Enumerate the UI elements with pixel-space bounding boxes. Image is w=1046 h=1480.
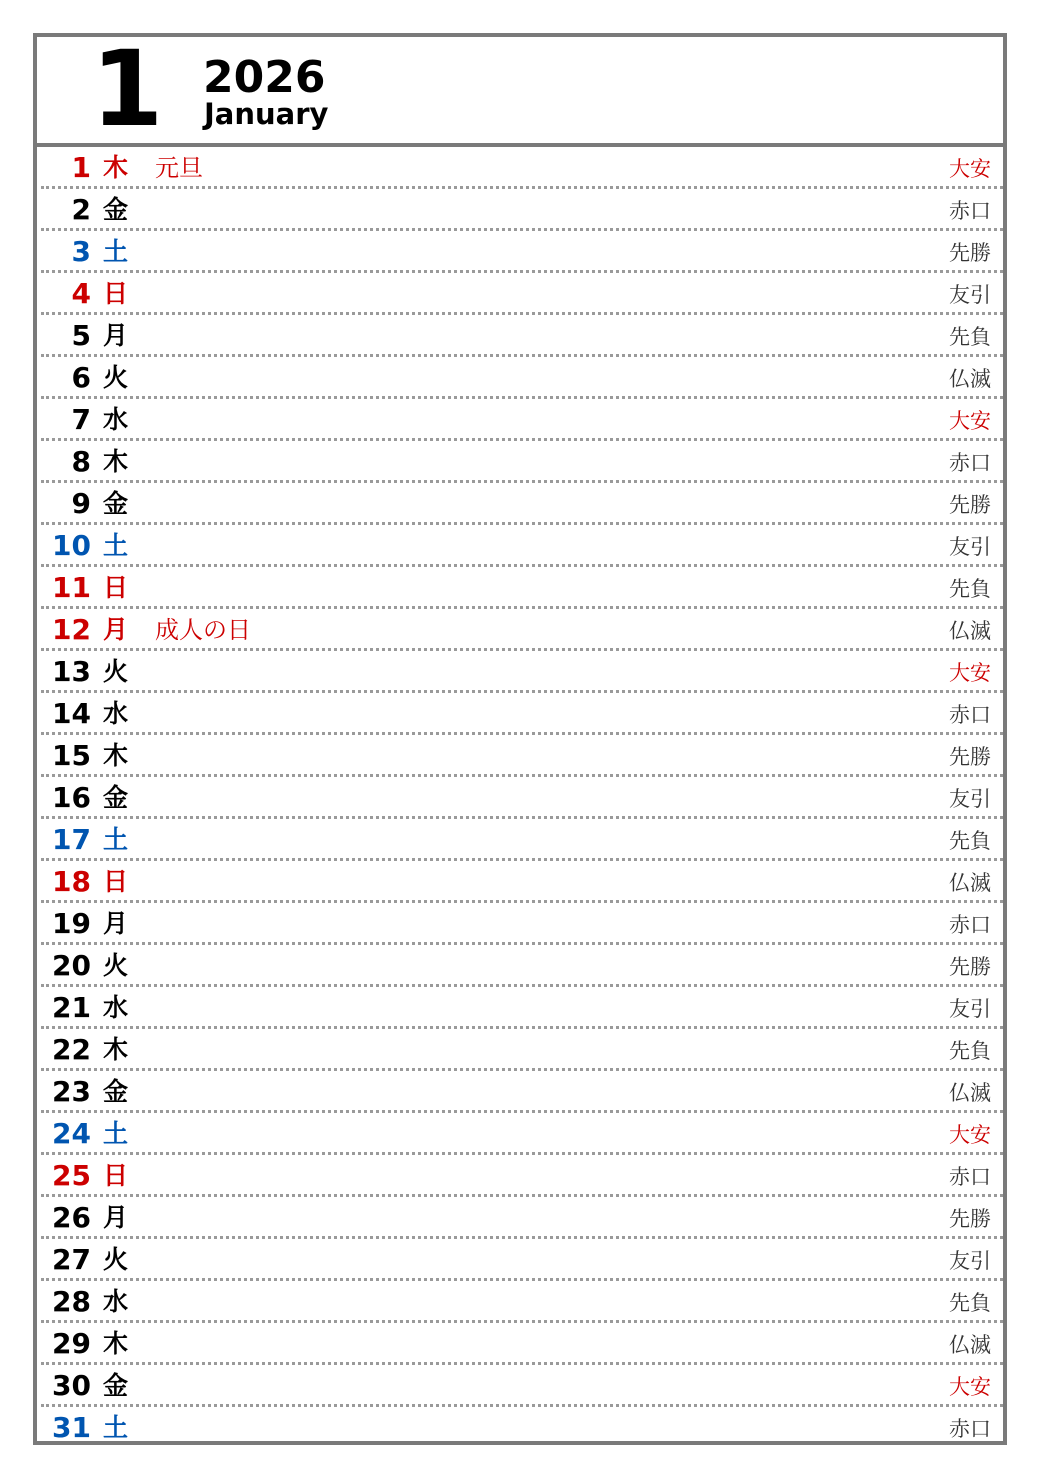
day-number: 12 bbox=[52, 613, 91, 646]
weekday-label: 日 bbox=[103, 573, 129, 602]
day-number: 24 bbox=[52, 1117, 91, 1150]
day-row bbox=[41, 189, 1003, 231]
day-number: 22 bbox=[52, 1033, 91, 1066]
weekday-label: 月 bbox=[103, 1203, 129, 1232]
day-row bbox=[41, 693, 1003, 735]
rokuyo-label: 先負 bbox=[949, 1039, 991, 1063]
weekday-label: 金 bbox=[103, 195, 129, 224]
weekday-label: 月 bbox=[103, 909, 129, 938]
weekday-label: 木 bbox=[103, 741, 129, 770]
rokuyo-label: 先勝 bbox=[949, 745, 991, 769]
rokuyo-label: 友引 bbox=[949, 997, 991, 1021]
day-number: 1 bbox=[71, 151, 91, 184]
day-row bbox=[41, 945, 1003, 987]
rokuyo-label: 仏滅 bbox=[949, 871, 991, 895]
rokuyo-label: 先勝 bbox=[949, 241, 991, 265]
year-label: 2026 bbox=[203, 52, 326, 103]
weekday-label: 木 bbox=[103, 1035, 129, 1064]
day-number: 4 bbox=[71, 277, 91, 310]
rokuyo-label: 大安 bbox=[949, 661, 991, 685]
rokuyo-label: 大安 bbox=[949, 409, 991, 433]
day-number: 2 bbox=[71, 193, 91, 226]
weekday-label: 水 bbox=[103, 699, 129, 728]
day-row bbox=[41, 525, 1003, 567]
day-row bbox=[41, 1071, 1003, 1113]
rokuyo-label: 先勝 bbox=[949, 493, 991, 517]
calendar-frame bbox=[33, 28, 1007, 1445]
rokuyo-label: 赤口 bbox=[949, 1165, 991, 1189]
day-row bbox=[41, 903, 1003, 945]
weekday-label: 月 bbox=[103, 321, 129, 350]
rokuyo-label: 赤口 bbox=[949, 199, 991, 223]
rokuyo-label: 友引 bbox=[949, 787, 991, 811]
weekday-label: 火 bbox=[103, 951, 129, 980]
weekday-label: 火 bbox=[103, 363, 129, 392]
weekday-label: 土 bbox=[103, 1413, 129, 1442]
weekday-label: 木 bbox=[103, 1329, 129, 1358]
weekday-label: 土 bbox=[103, 1119, 129, 1148]
day-number: 29 bbox=[52, 1327, 91, 1360]
rokuyo-label: 友引 bbox=[949, 535, 991, 559]
weekday-label: 土 bbox=[103, 531, 129, 560]
weekday-label: 日 bbox=[103, 867, 129, 896]
day-number: 30 bbox=[52, 1369, 91, 1402]
day-number: 13 bbox=[52, 655, 91, 688]
holiday-name: 成人の日 bbox=[155, 616, 251, 644]
rokuyo-label: 赤口 bbox=[949, 1417, 991, 1441]
day-row bbox=[41, 357, 1003, 399]
weekday-label: 水 bbox=[103, 993, 129, 1022]
weekday-label: 土 bbox=[103, 237, 129, 266]
day-number: 27 bbox=[52, 1243, 91, 1276]
day-row bbox=[41, 1029, 1003, 1071]
day-number: 3 bbox=[71, 235, 91, 268]
day-row bbox=[41, 273, 1003, 315]
day-row bbox=[41, 483, 1003, 525]
day-number: 26 bbox=[52, 1201, 91, 1234]
day-row bbox=[41, 819, 1003, 861]
rokuyo-label: 仏滅 bbox=[949, 619, 991, 643]
day-number: 23 bbox=[52, 1075, 91, 1108]
day-number: 31 bbox=[52, 1411, 91, 1444]
day-number: 21 bbox=[52, 991, 91, 1024]
weekday-label: 水 bbox=[103, 1287, 129, 1316]
month-name: January bbox=[204, 97, 329, 131]
day-row bbox=[41, 1323, 1003, 1365]
day-number: 25 bbox=[52, 1159, 91, 1192]
weekday-label: 日 bbox=[103, 1161, 129, 1190]
day-number: 5 bbox=[71, 319, 91, 352]
day-row bbox=[41, 1113, 1003, 1155]
calendar-header bbox=[37, 28, 1003, 150]
day-number: 15 bbox=[52, 739, 91, 772]
day-row bbox=[41, 1365, 1003, 1407]
rokuyo-label: 大安 bbox=[949, 157, 991, 181]
day-number: 9 bbox=[71, 487, 91, 520]
rokuyo-label: 赤口 bbox=[949, 451, 991, 475]
day-row bbox=[41, 735, 1003, 777]
day-number: 19 bbox=[52, 907, 91, 940]
holiday-name: 元旦 bbox=[155, 154, 203, 182]
weekday-label: 木 bbox=[103, 447, 129, 476]
weekday-label: 金 bbox=[103, 1371, 129, 1400]
rokuyo-label: 大安 bbox=[949, 1375, 991, 1399]
day-number: 20 bbox=[52, 949, 91, 982]
day-number: 11 bbox=[52, 571, 91, 604]
month-number: 1 bbox=[91, 28, 162, 150]
rokuyo-label: 大安 bbox=[949, 1123, 991, 1147]
day-row bbox=[41, 399, 1003, 441]
day-row bbox=[41, 441, 1003, 483]
rokuyo-label: 先負 bbox=[949, 325, 991, 349]
weekday-label: 金 bbox=[103, 1077, 129, 1106]
weekday-label: 火 bbox=[103, 1245, 129, 1274]
day-row bbox=[41, 651, 1003, 693]
rokuyo-label: 先負 bbox=[949, 829, 991, 853]
weekday-label: 日 bbox=[103, 279, 129, 308]
day-number: 18 bbox=[52, 865, 91, 898]
day-number: 7 bbox=[71, 403, 91, 436]
day-row bbox=[41, 567, 1003, 609]
rokuyo-label: 友引 bbox=[949, 1249, 991, 1273]
weekday-label: 水 bbox=[103, 405, 129, 434]
day-number: 14 bbox=[52, 697, 91, 730]
rokuyo-label: 仏滅 bbox=[949, 1081, 991, 1105]
rokuyo-label: 先負 bbox=[949, 577, 991, 601]
day-row bbox=[41, 1197, 1003, 1239]
day-row bbox=[41, 1407, 1003, 1449]
day-list bbox=[41, 147, 1003, 1449]
rokuyo-label: 赤口 bbox=[949, 913, 991, 937]
day-row bbox=[41, 987, 1003, 1029]
day-row bbox=[41, 147, 1003, 189]
day-row bbox=[41, 1239, 1003, 1281]
rokuyo-label: 先負 bbox=[949, 1291, 991, 1315]
rokuyo-label: 仏滅 bbox=[949, 367, 991, 391]
rokuyo-label: 先勝 bbox=[949, 1207, 991, 1231]
rokuyo-label: 先勝 bbox=[949, 955, 991, 979]
weekday-label: 土 bbox=[103, 825, 129, 854]
day-number: 16 bbox=[52, 781, 91, 814]
weekday-label: 火 bbox=[103, 657, 129, 686]
day-number: 8 bbox=[71, 445, 91, 478]
day-number: 10 bbox=[52, 529, 91, 562]
day-row bbox=[41, 777, 1003, 819]
rokuyo-label: 赤口 bbox=[949, 703, 991, 727]
day-row bbox=[41, 315, 1003, 357]
day-number: 6 bbox=[71, 361, 91, 394]
weekday-label: 金 bbox=[103, 783, 129, 812]
day-number: 28 bbox=[52, 1285, 91, 1318]
day-row bbox=[41, 231, 1003, 273]
day-row bbox=[41, 861, 1003, 903]
rokuyo-label: 友引 bbox=[949, 283, 991, 307]
weekday-label: 金 bbox=[103, 489, 129, 518]
rokuyo-label: 仏滅 bbox=[949, 1333, 991, 1357]
day-number: 17 bbox=[52, 823, 91, 856]
weekday-label: 月 bbox=[103, 615, 129, 644]
day-row bbox=[41, 1281, 1003, 1323]
day-row bbox=[41, 1155, 1003, 1197]
day-row bbox=[41, 609, 1003, 651]
weekday-label: 木 bbox=[103, 153, 129, 182]
